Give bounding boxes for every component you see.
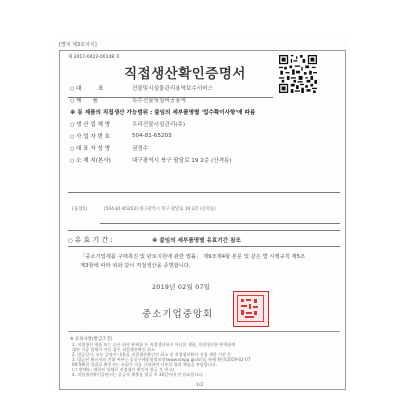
- field-row-representative-product: [70, 84, 330, 91]
- validity-label: ○ 유 효 기 간 :: [68, 235, 113, 245]
- divider: [100, 223, 340, 224]
- official-seal-icon: [233, 291, 269, 327]
- certification-statement: 「중소기업제품 구매촉진 및 판로지원에 관한 법률」 제9조제4항 본문 및 같은 법 시행규칙 제5조제3항에 따라 위와 같이 직접생산을 증명합니다.: [80, 254, 306, 269]
- footnote-line: 1. 직접생산 제품 또는 다른 회사 완제품 등 직접생산하지 아니한 제품, 직접생산한 완제품에: [72, 342, 236, 347]
- field-value: 특수건물및설비공용역: [132, 97, 187, 104]
- field-row-address: [70, 156, 330, 163]
- field-label: ○ 제 품: [70, 96, 132, 104]
- footnote-heading: ※ 유의사항(발급조건): [70, 337, 113, 342]
- field-value: 504-81-65203: [132, 132, 172, 139]
- field-label: ○ 대 표 자 성 명: [70, 144, 132, 152]
- page-number: 1/2: [196, 383, 204, 388]
- footnote-line: 09:59)한 결과로 확인서는 조회가 이를 신뢰하여 사용한 결과 책임을 부담합니다.: [72, 362, 218, 367]
- divider: [68, 97, 273, 98]
- factory-address: [504-81-65203] 대구광역시 북구 팔달로 19 2층 (산격동): [104, 207, 216, 212]
- issuer-name: 중소기업중앙회: [142, 309, 214, 320]
- factory-label: (공장1): [72, 207, 88, 212]
- footnote-line: 4. 직접생산확인증명서는 공급자 제출용 발급 후 30일이내 만 유효합니다.: [72, 372, 204, 377]
- field-label: ○ 사 업 자 번 호: [70, 132, 132, 140]
- divider: [68, 246, 340, 247]
- field-value: 권정수: [132, 145, 149, 152]
- field-row-business-number: [70, 132, 330, 139]
- issue-date: 2019년 02월 07일: [152, 284, 211, 291]
- validity-value: ※ 붙임의 세부품명별 유효기간 참조: [152, 238, 241, 244]
- field-row-production-scope-note: [70, 108, 330, 115]
- divider: [68, 192, 340, 193]
- form-number: [별지 제3호서식]: [59, 42, 97, 48]
- footnote-line: 대한 가공 업체가 아닌 경우 직접생산확인 취소: [72, 347, 155, 352]
- certificate-title: 직접생산확인증명서: [124, 66, 246, 82]
- field-label: ○ 소 재 지(본사): [70, 156, 132, 164]
- field-label: ○ 생 산 업 체 명: [70, 120, 132, 128]
- field-row-company-name: [70, 120, 330, 127]
- field-value: 우리건물시설관리(주): [132, 121, 185, 128]
- field-label: ○ 대 표: [70, 84, 132, 92]
- production-scope-note: ※ 동 제품의 직접생산 가능범위 : 불임의 세부품명별 '업수확이사항'에 따름: [70, 109, 256, 116]
- field-value: 대구광역시 북구 팔달로 19 2층 (산격동): [132, 157, 232, 164]
- footnote-line: (그 밖에도, 제한된 상태로 직접생산 확인서 발급 후 비고): [72, 367, 174, 372]
- certificate-number: 제 2017-0422-00148 호: [68, 55, 121, 60]
- footnote-line: 3. 발급된 확인서의 진위 여부는 공공구매종합정보망(www.smpp.go.kr)을 통해 확인(2019-02-07: [72, 357, 251, 362]
- field-row-representative-name: [70, 144, 330, 151]
- field-value: 건물및시설물관리용역보수서비스: [132, 85, 214, 92]
- footnote-line: 2. 발급일이, 모든 증명서 내용을 직접생산확인의 취소 및 직접생산확인 신청 제한 기간 등: [72, 352, 232, 357]
- divider: [68, 230, 340, 231]
